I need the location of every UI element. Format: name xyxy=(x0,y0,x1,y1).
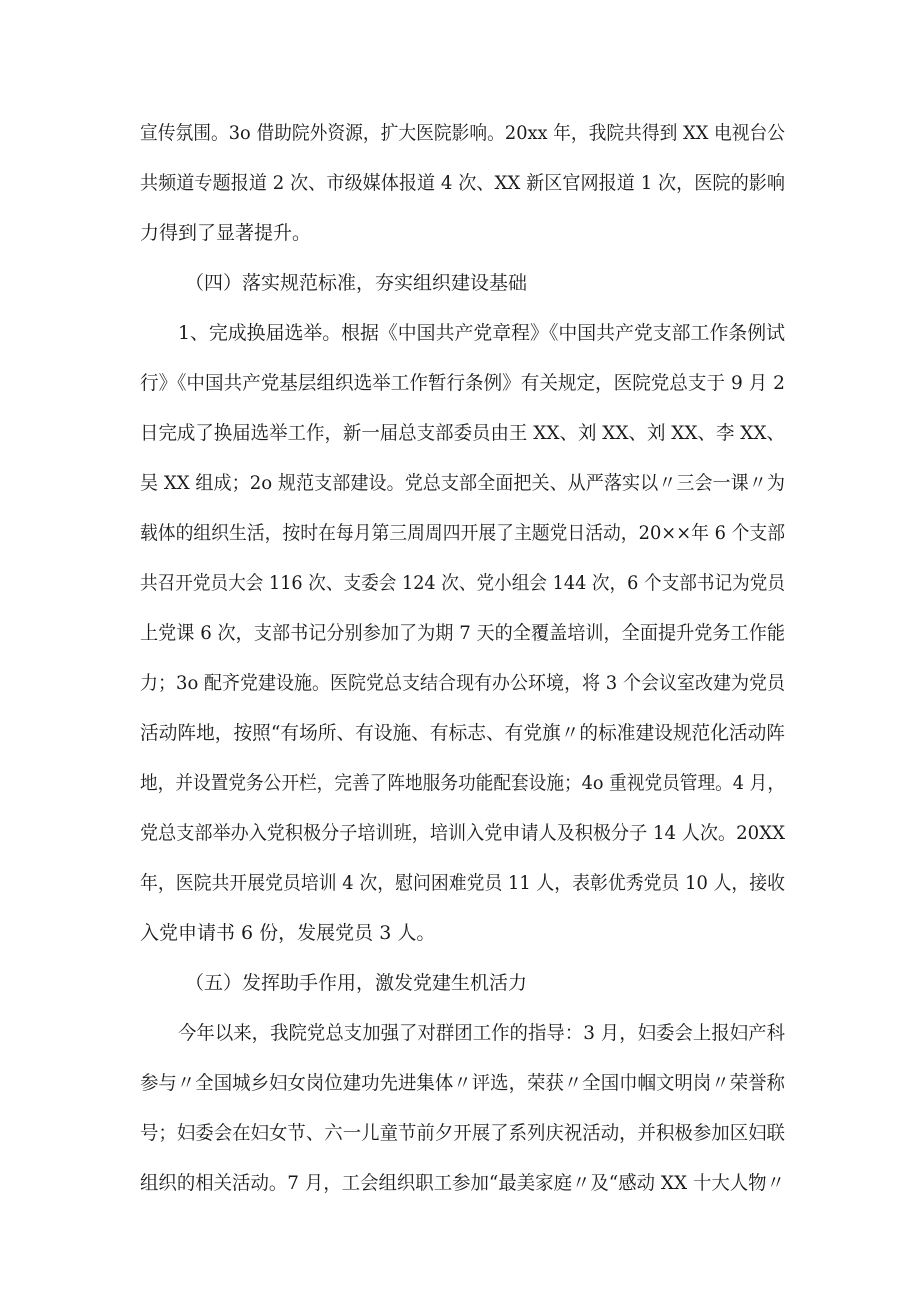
text-line: 组织的相关活动。7 月，工会组织职工参加“最美家庭〃及“感动 XX 十大人物〃 xyxy=(140,1172,785,1194)
text-line: 活动阵地，按照“有场所、有设施、有标志、有党旗〃的标准建设规范化活动阵 xyxy=(140,722,785,744)
text-line: 共召开党员大会 116 次、支委会 124 次、党小组会 144 次，6 个支部书记为党员 xyxy=(140,572,785,594)
text-line: 载体的组织生活，按时在每月第三周周四开展了主题党日活动，20××年 6 个支部 xyxy=(140,522,785,544)
text-line: 日完成了换届选举工作，新一届总支部委员由王 XX、刘 XX、刘 XX、李 XX、 xyxy=(140,422,785,444)
text-line: 参与〃全国城乡妇女岗位建功先进集体〃评选，荣获〃全国巾帼文明岗〃荣誉称 xyxy=(140,1072,785,1094)
section-heading: （四）落实规范标准，夯实组织建设基础 xyxy=(185,272,528,294)
text-line: 力；3o 配齐党建设施。医院党总支结合现有办公环境，将 3 个会议室改建为党员 xyxy=(140,672,785,694)
text-line: 年，医院共开展党员培训 4 次，慰问困难党员 11 人，表彰优秀党员 10 人，接收 xyxy=(140,872,785,894)
text-line: 宣传氛围。3o 借助院外资源，扩大医院影响。20xx 年，我院共得到 XX 电视台公 xyxy=(140,122,785,144)
text-line: 共频道专题报道 2 次、市级媒体报道 4 次、XX 新区官网报道 1 次，医院的影响 xyxy=(140,172,785,194)
text-line: 行》《中国共产党基层组织选举工作暂行条例》有关规定，医院党总支于 9 月 2 xyxy=(140,372,785,394)
text-line: 地，并设置党务公开栏，完善了阵地服务功能配套设施；4o 重视党员管理。4 月， xyxy=(140,772,785,794)
text-line: 入党申请书 6 份，发展党员 3 人。 xyxy=(140,922,436,944)
text-line: 1、完成换届选举。根据《中国共产党章程》《中国共产党支部工作条例试 xyxy=(178,322,785,344)
section-heading: （五）发挥助手作用，激发党建生机活力 xyxy=(185,972,528,994)
text-line: 力得到了显著提升。 xyxy=(140,222,312,244)
text-line: 吴 XX 组成；2o 规范支部建设。党总支部全面把关、从严落实以〃三会一课〃为 xyxy=(140,472,785,494)
text-line: 党总支部举办入党积极分子培训班，培训入党申请人及积极分子 14 人次。20XX xyxy=(140,822,785,844)
text-line: 今年以来，我院党总支加强了对群团工作的指导：3 月，妇委会上报妇产科 xyxy=(178,1022,785,1044)
text-line: 号；妇委会在妇女节、六一儿童节前夕开展了系列庆祝活动，并积极参加区妇联 xyxy=(140,1122,785,1144)
text-line: 上党课 6 次，支部书记分别参加了为期 7 天的全覆盖培训，全面提升党务工作能 xyxy=(140,622,785,644)
